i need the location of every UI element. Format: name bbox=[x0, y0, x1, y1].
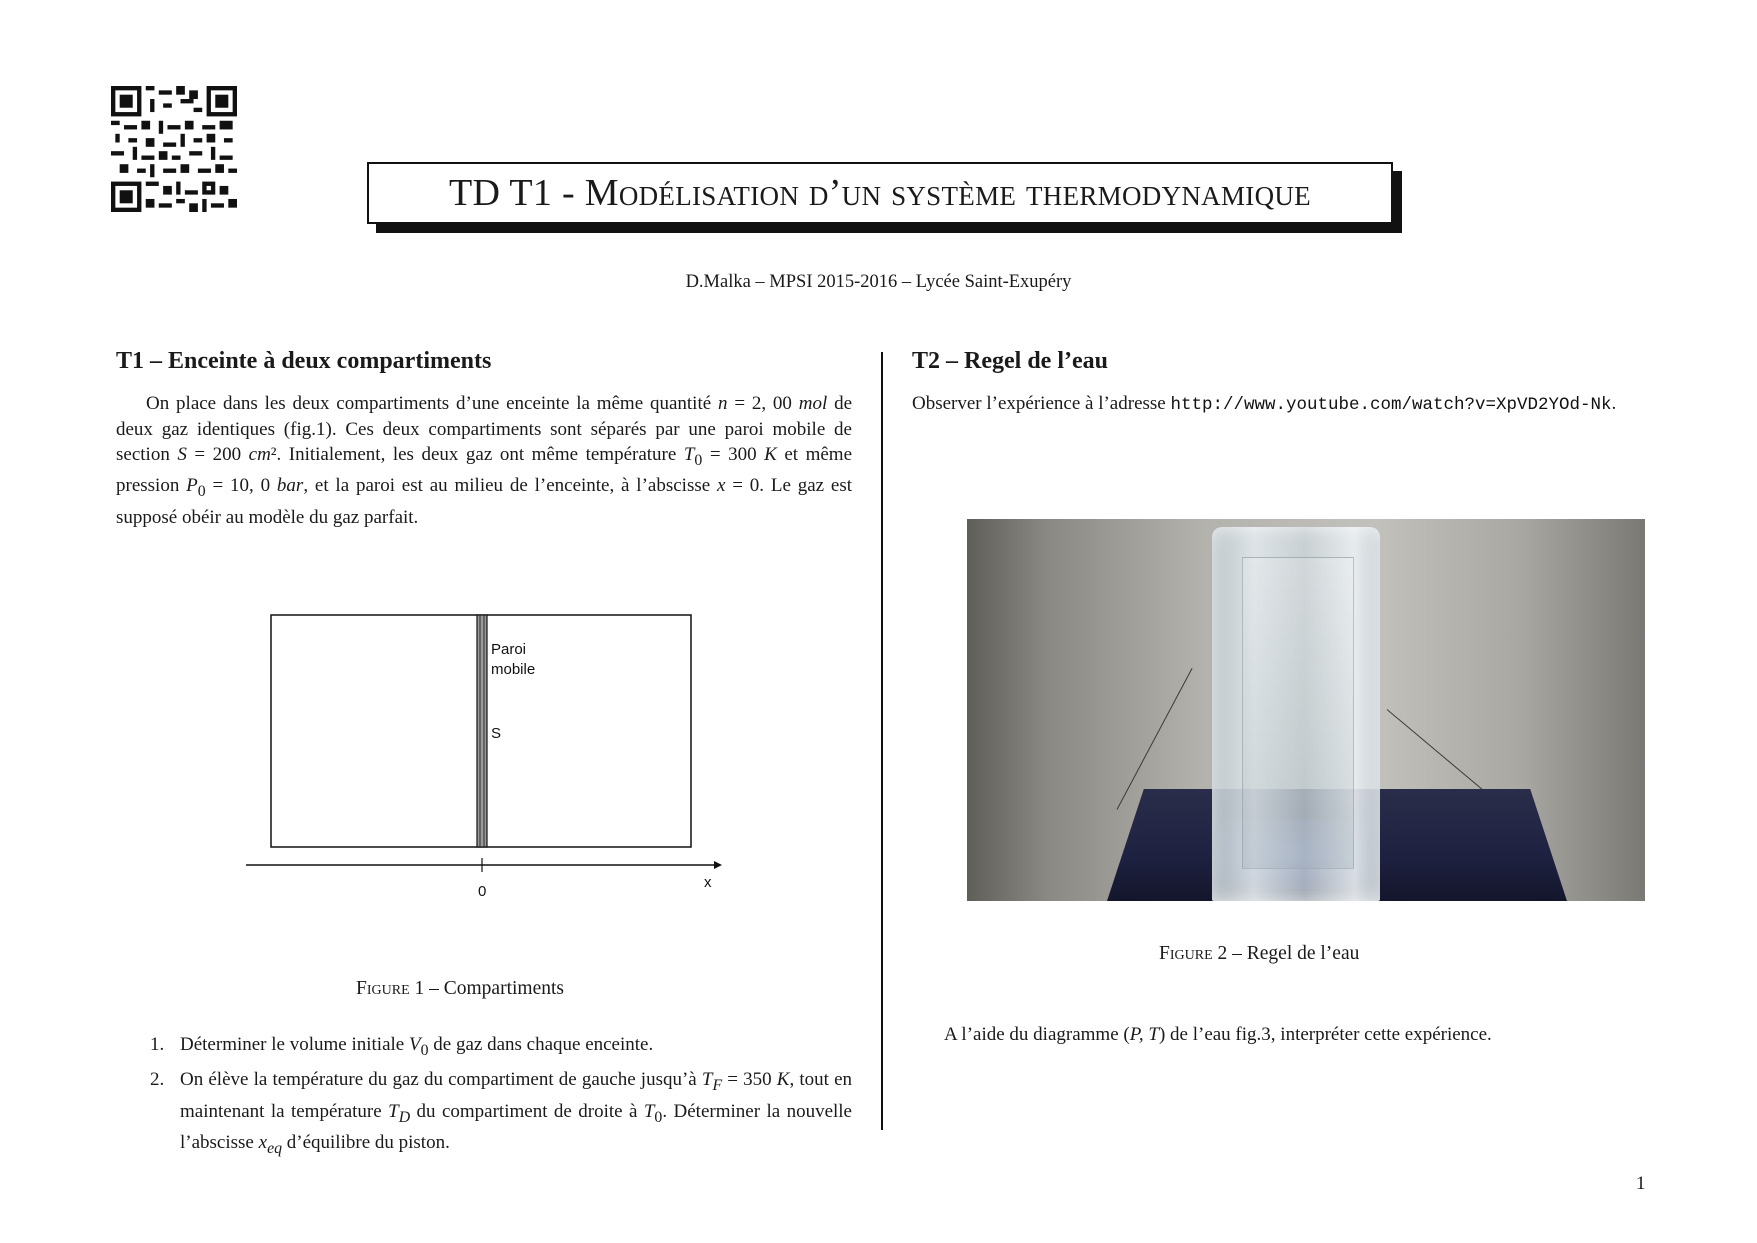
list-item: 2. On élève la température du gaz du compartiment de gauche jusqu’à $T_F = 350$ K, tout en maintenant la température $T_D$ du compartiment de droite à $T_0$. Déterminer la nouvelle l’abscisse $x_{eq}$ d’équilibre du piston. bbox=[150, 1069, 852, 1157]
label-mobile: mobile bbox=[491, 661, 536, 678]
x-axis-arrow bbox=[714, 861, 722, 869]
label-x-axis: x bbox=[704, 874, 712, 891]
video-link[interactable]: http://www.youtube.com/watch?v=XpVD2YOd-Nk bbox=[1170, 395, 1612, 415]
exercise-t1-heading: T1 – Enceinte à deux compartiments bbox=[116, 348, 492, 374]
figure-compartments-diagram bbox=[236, 608, 726, 908]
ice-regelation-photo bbox=[967, 519, 1645, 901]
photo-ice-block bbox=[1212, 527, 1380, 901]
label-section-s: S bbox=[491, 725, 502, 742]
figure-2-caption: Figure 2 – Regel de l’eau bbox=[1159, 943, 1360, 964]
author-line: D.Malka – MPSI 2015-2016 – Lycée Saint-Exupéry bbox=[685, 272, 1072, 292]
label-paroi: Paroi bbox=[491, 641, 527, 658]
exercise-t2-observe: Observer l’expérience à l’adresse http://www.youtube.com/watch?v=XpVD2YOd-Nk. bbox=[912, 393, 1617, 415]
mobile-wall bbox=[477, 615, 487, 847]
exercise-t2-heading: T2 – Regel de l’eau bbox=[912, 348, 1108, 374]
exercise-t1-questions bbox=[150, 1032, 852, 1165]
page-number: 1 bbox=[1636, 1173, 1646, 1194]
exercise-t2-instruction: A l’aide du diagramme (P, T) de l’eau fig.3, interpréter cette expérience. bbox=[944, 1024, 1492, 1045]
list-item: 1. Déterminer le volume initiale $V_0$ de gaz dans chaque enceinte. bbox=[150, 1034, 654, 1059]
exercise-t1-paragraph: On place dans les deux compartiments d’une enceinte la même quantité n = 2, 00 mol de deux gaz identiques (fig.1). Ces deux compartiments sont séparés par une paroi mobile de section S = 200 cm². Initialement, les deux gaz ont même température $T_0 = 300$ K et même pression $P_0 = 10$, 0 bar, et la paroi est au milieu de l’enceinte, à l’abscisse x = 0. Le gaz est supposé obéir au modèle du gaz parfait. bbox=[116, 393, 853, 528]
page-title: TD T1 - Modélisation d’un système thermodynamique bbox=[449, 172, 1311, 214]
label-origin: 0 bbox=[478, 883, 487, 900]
figure-1-caption: Figure 1 – Compartiments bbox=[356, 978, 564, 999]
qr-code bbox=[111, 86, 237, 212]
column-divider bbox=[881, 352, 883, 1130]
title-box bbox=[367, 162, 1393, 224]
